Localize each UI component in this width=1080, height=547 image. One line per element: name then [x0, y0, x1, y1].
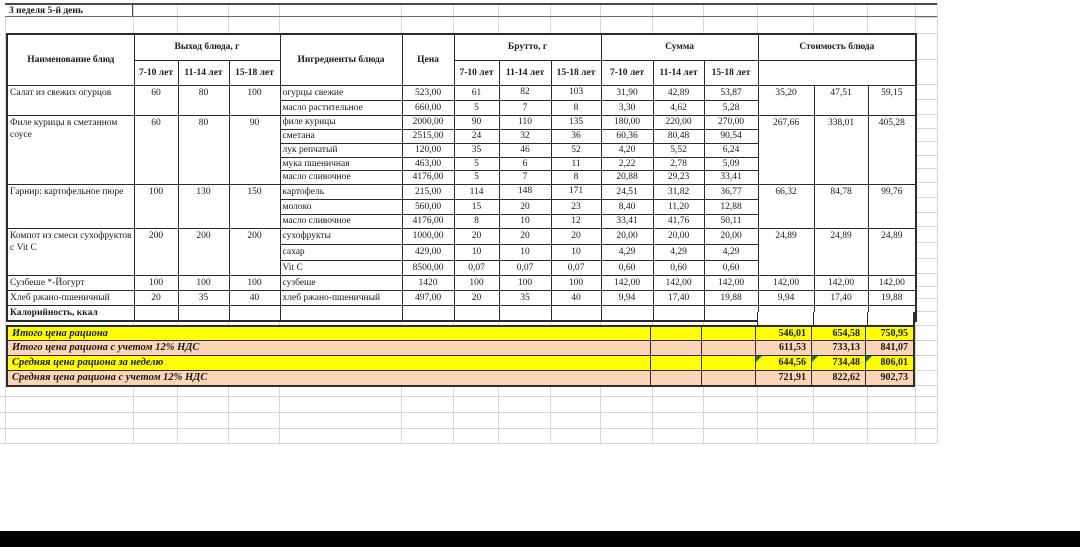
brutto-cell[interactable]: 20 [499, 199, 551, 214]
sum-cell[interactable]: 8,40 [601, 199, 653, 214]
header-age-brutto-3[interactable]: 15-18 лет [551, 60, 601, 85]
header-age-sum-3[interactable]: 15-18 лет [704, 60, 758, 85]
sum-cell[interactable]: 33,41 [601, 214, 653, 228]
output-cell[interactable]: 200 [134, 228, 178, 275]
gridline [0, 412, 937, 413]
brutto-cell[interactable]: 100 [454, 275, 499, 290]
gridline [915, 182, 937, 183]
output-cell[interactable]: 80 [178, 115, 229, 184]
table-row [7, 228, 916, 244]
summary-value-cell[interactable]: 822,62 [811, 371, 865, 385]
sum-cell[interactable]: 20,00 [653, 228, 704, 244]
brutto-cell[interactable]: 103 [551, 85, 601, 100]
cost-cell[interactable]: 142,00 [868, 275, 916, 290]
sum-cell[interactable]: 17,40 [653, 290, 704, 305]
brutto-cell[interactable]: 7 [499, 100, 551, 115]
brutto-cell[interactable]: 6 [499, 157, 551, 170]
gridline [915, 84, 937, 85]
brutto-cell[interactable]: 40 [551, 290, 601, 305]
sum-cell[interactable]: 5,28 [704, 100, 758, 115]
header-age-brutto-1[interactable]: 7-10 лет [454, 60, 499, 85]
sum-cell[interactable]: 24,51 [601, 184, 653, 199]
brutto-cell[interactable]: 82 [499, 85, 551, 100]
sum-cell[interactable]: 4,29 [704, 244, 758, 260]
sum-cell[interactable]: 3,30 [601, 100, 653, 115]
output-cell[interactable]: 90 [229, 115, 280, 184]
header-dish[interactable]: Наименование блюд [7, 34, 134, 85]
gridline [915, 168, 937, 169]
output-cell[interactable] [178, 305, 229, 321]
gridline [937, 3, 938, 443]
brutto-cell[interactable]: 148 [499, 184, 551, 199]
cost-cell[interactable]: 35,20 [758, 85, 814, 115]
sum-cell[interactable]: 5,09 [704, 157, 758, 170]
gridline [915, 99, 937, 100]
sum-cell[interactable]: 0,60 [601, 260, 653, 275]
price-cell[interactable]: 4176,00 [402, 214, 454, 228]
output-cell[interactable]: 60 [134, 85, 178, 115]
brutto-cell[interactable]: 10 [454, 244, 499, 260]
summary-value-cell[interactable]: 902,73 [865, 371, 913, 385]
cost-cell[interactable]: 47,51 [814, 85, 868, 115]
brutto-cell[interactable]: 0,07 [551, 260, 601, 275]
gridline [915, 298, 937, 299]
output-cell[interactable] [229, 305, 280, 321]
brutto-cell[interactable]: 24 [454, 129, 499, 143]
summary-value-cell[interactable]: 806,01 [865, 356, 913, 370]
brutto-cell[interactable] [499, 305, 551, 321]
sum-cell[interactable] [653, 305, 704, 321]
price-cell[interactable]: 523,00 [402, 85, 454, 100]
gap-cell[interactable] [757, 312, 813, 325]
cost-cell[interactable]: 405,28 [868, 115, 916, 184]
table-row [7, 290, 916, 305]
header-age-output-3[interactable]: 15-18 лет [229, 60, 280, 85]
gridline [915, 286, 937, 287]
sum-cell[interactable]: 4,20 [601, 143, 653, 157]
output-cell[interactable]: 100 [229, 85, 280, 115]
output-cell[interactable]: 100 [134, 184, 178, 228]
summary-value-cell[interactable]: 733,13 [811, 341, 865, 355]
price-cell[interactable]: 8500,00 [402, 260, 454, 275]
summary-value-cell[interactable]: 546,01 [755, 327, 811, 340]
ingredient-cell[interactable]: хлеб ржано-пшеничный [280, 290, 402, 305]
summary-label-cell[interactable]: Итого цена рациона [12, 328, 108, 339]
sum-cell[interactable]: 0,60 [653, 260, 704, 275]
bottom-black-bar [0, 531, 1080, 547]
sheet-title-cell[interactable]: 3 неделя 5-й день [5, 5, 133, 16]
gridline [915, 226, 937, 227]
cost-cell[interactable]: 99,76 [868, 184, 916, 228]
sum-cell[interactable]: 12,88 [704, 199, 758, 214]
gridline [915, 33, 937, 34]
cost-cell[interactable]: 66,32 [758, 184, 814, 228]
ingredient-cell[interactable]: сахар [280, 244, 402, 260]
header-age-output-1[interactable]: 7-10 лет [134, 60, 178, 85]
summary-value-cell[interactable]: 644,56 [755, 356, 811, 370]
cost-cell[interactable]: 142,00 [758, 275, 814, 290]
sum-cell[interactable]: 31,90 [601, 85, 653, 100]
summary-value-cell[interactable]: 654,58 [811, 327, 865, 340]
output-cell[interactable] [134, 305, 178, 321]
price-cell[interactable]: 497,00 [402, 290, 454, 305]
summary-block [6, 325, 915, 387]
price-cell[interactable]: 560,00 [402, 199, 454, 214]
brutto-cell[interactable]: 32 [499, 129, 551, 143]
summary-empty-cell[interactable] [701, 327, 755, 340]
brutto-cell[interactable]: 20 [551, 228, 601, 244]
sum-cell[interactable]: 80,48 [653, 129, 704, 143]
gap-connector-cells [757, 312, 915, 325]
header-age-brutto-2[interactable]: 11-14 лет [499, 60, 551, 85]
sum-cell[interactable]: 20,00 [704, 228, 758, 244]
ingredient-cell[interactable]: сметана [280, 129, 402, 143]
summary-empty-cell[interactable] [650, 356, 701, 370]
brutto-cell[interactable]: 23 [551, 199, 601, 214]
gridline [915, 340, 937, 341]
gridline [915, 128, 937, 129]
table-row [7, 275, 916, 290]
output-cell[interactable]: 100 [178, 275, 229, 290]
gridline [915, 242, 937, 243]
price-cell[interactable]: 660,00 [402, 100, 454, 115]
brutto-cell[interactable]: 20 [454, 228, 499, 244]
gridline [915, 17, 937, 18]
gridline [915, 355, 937, 356]
brutto-cell[interactable]: 8 [551, 100, 601, 115]
brutto-cell[interactable]: 20 [499, 228, 551, 244]
sum-cell[interactable] [704, 305, 758, 321]
header-cost[interactable]: Стоимость блюда [758, 34, 916, 60]
dish-name-cell[interactable]: Калорийность, ккал [7, 305, 134, 321]
summary-empty-cell[interactable] [701, 356, 755, 370]
header-age-sum-1[interactable]: 7-10 лет [601, 60, 653, 85]
output-cell[interactable]: 200 [229, 228, 280, 275]
dish-name-cell[interactable]: Хлеб ржано-пшеничный [7, 290, 134, 305]
price-cell[interactable]: 2515,00 [402, 129, 454, 143]
summary-value-cell[interactable]: 841,07 [865, 341, 913, 355]
table-row [7, 85, 916, 100]
ingredient-cell[interactable]: огурцы свежие [280, 85, 402, 100]
sum-cell[interactable]: 41,76 [653, 214, 704, 228]
error-flag-icon [812, 356, 818, 362]
sum-cell[interactable]: 0,60 [704, 260, 758, 275]
output-cell[interactable]: 200 [178, 228, 229, 275]
price-cell[interactable]: 4176,00 [402, 170, 454, 184]
brutto-cell[interactable]: 36 [551, 129, 601, 143]
output-cell[interactable]: 130 [178, 184, 229, 228]
error-flag-icon [866, 356, 872, 362]
cost-cell[interactable]: 267,66 [758, 115, 814, 184]
cost-cell[interactable]: 24,89 [814, 228, 868, 275]
brutto-cell[interactable]: 5 [454, 157, 499, 170]
summary-row [8, 356, 913, 371]
sum-cell[interactable]: 4,62 [653, 100, 704, 115]
gridline [915, 141, 937, 142]
sum-cell[interactable]: 142,00 [653, 275, 704, 290]
cost-cell[interactable]: 59,15 [868, 85, 916, 115]
sum-cell[interactable]: 4,29 [601, 244, 653, 260]
output-cell[interactable]: 20 [134, 290, 178, 305]
header-output[interactable]: Выход блюда, г [134, 34, 280, 60]
sum-cell[interactable]: 2,78 [653, 157, 704, 170]
summary-row [8, 341, 913, 356]
brutto-cell[interactable]: 15 [454, 199, 499, 214]
summary-empty-cell[interactable] [650, 371, 701, 385]
ingredient-cell[interactable]: мука пшеничная [280, 157, 402, 170]
gridline [915, 273, 937, 274]
brutto-cell[interactable]: 46 [499, 143, 551, 157]
output-cell[interactable]: 100 [229, 275, 280, 290]
menu-table [6, 33, 917, 322]
brutto-cell[interactable]: 8 [551, 170, 601, 184]
gridline [915, 258, 937, 259]
header-age-output-2[interactable]: 11-14 лет [178, 60, 229, 85]
dish-name-cell[interactable]: Салат из свежих огурцов [7, 85, 134, 115]
ingredient-cell[interactable] [280, 305, 402, 321]
summary-value-cell[interactable]: 721,91 [755, 371, 811, 385]
sum-cell[interactable]: 20,88 [601, 170, 653, 184]
brutto-cell[interactable] [454, 305, 499, 321]
sum-cell[interactable]: 31,82 [653, 184, 704, 199]
sum-cell[interactable]: 36,77 [704, 184, 758, 199]
brutto-cell[interactable]: 171 [551, 184, 601, 199]
sum-cell[interactable]: 42,89 [653, 85, 704, 100]
brutto-cell[interactable]: 12 [551, 214, 601, 228]
sum-cell[interactable]: 142,00 [601, 275, 653, 290]
brutto-cell[interactable]: 135 [551, 115, 601, 129]
gridline [915, 59, 937, 60]
brutto-cell[interactable] [551, 305, 601, 321]
brutto-cell[interactable]: 90 [454, 115, 499, 129]
sum-cell[interactable]: 20,00 [601, 228, 653, 244]
header-ingredients[interactable]: Ингредиенты блюда [280, 34, 402, 85]
cost-cell[interactable]: 84,78 [814, 184, 868, 228]
brutto-cell[interactable]: 8 [454, 214, 499, 228]
brutto-cell[interactable]: 10 [499, 244, 551, 260]
sum-cell[interactable]: 5,52 [653, 143, 704, 157]
sum-cell[interactable]: 270,00 [704, 115, 758, 129]
sum-cell[interactable]: 60,36 [601, 129, 653, 143]
price-cell[interactable] [402, 305, 454, 321]
ingredient-cell[interactable]: сухофрукты [280, 228, 402, 244]
gridline [915, 385, 937, 386]
sum-cell[interactable]: 53,87 [704, 85, 758, 100]
price-cell[interactable]: 1420 [402, 275, 454, 290]
sum-cell[interactable]: 220,00 [653, 115, 704, 129]
brutto-cell[interactable]: 61 [454, 85, 499, 100]
summary-empty-cell[interactable] [701, 371, 755, 385]
dish-name-cell[interactable]: Компот из смеси сухофруктов с Vit C [7, 228, 134, 275]
brutto-cell[interactable]: 10 [551, 244, 601, 260]
gap-cell[interactable] [867, 312, 915, 325]
summary-value-cell[interactable]: 750,95 [865, 327, 913, 340]
summary-row [8, 327, 913, 341]
brutto-cell[interactable]: 0,07 [499, 260, 551, 275]
gridline [915, 114, 937, 115]
sum-cell[interactable]: 19,88 [704, 290, 758, 305]
gridline [915, 311, 937, 312]
ingredient-cell[interactable]: картофель [280, 184, 402, 199]
summary-label-cell[interactable]: Средняя цена рациона с учетом 12% НДС [12, 372, 208, 383]
gap-cell[interactable] [813, 312, 867, 325]
gridline [0, 443, 937, 444]
summary-label-cell[interactable]: Итого цена рациона с учетом 12% НДС [12, 342, 200, 353]
sum-cell[interactable]: 29,23 [653, 170, 704, 184]
brutto-cell[interactable]: 52 [551, 143, 601, 157]
ingredient-cell[interactable]: Vit C [280, 260, 402, 275]
brutto-cell[interactable]: 11 [551, 157, 601, 170]
cost-cell[interactable]: 338,01 [814, 115, 868, 184]
summary-empty-cell[interactable] [650, 341, 701, 355]
price-cell[interactable]: 1000,00 [402, 228, 454, 244]
table-row [7, 184, 916, 199]
brutto-cell[interactable]: 5 [454, 170, 499, 184]
sum-cell[interactable]: 6,24 [704, 143, 758, 157]
price-cell[interactable]: 2000,00 [402, 115, 454, 129]
gridline [915, 212, 937, 213]
summary-label-cell[interactable]: Средняя цена рациона за неделю [12, 357, 164, 368]
price-cell[interactable]: 120,00 [402, 143, 454, 157]
output-cell[interactable]: 35 [178, 290, 229, 305]
sum-cell[interactable]: 90,54 [704, 129, 758, 143]
dish-name-cell[interactable]: Сузбеше *-Йогурт [7, 275, 134, 290]
brutto-cell[interactable]: 0,07 [454, 260, 499, 275]
brutto-cell[interactable]: 110 [499, 115, 551, 129]
cost-cell[interactable]: 24,89 [758, 228, 814, 275]
brutto-cell[interactable]: 114 [454, 184, 499, 199]
cost-cell[interactable]: 17,40 [814, 290, 868, 305]
brutto-cell[interactable]: 100 [499, 275, 551, 290]
ingredient-cell[interactable]: масло сливочное [280, 214, 402, 228]
title-row [5, 3, 937, 17]
sum-cell[interactable] [601, 305, 653, 321]
sum-cell[interactable]: 9,94 [601, 290, 653, 305]
dish-name-cell[interactable]: Филе курицы в сметанном соусе [7, 115, 134, 184]
brutto-cell[interactable]: 100 [551, 275, 601, 290]
sum-cell[interactable]: 180,00 [601, 115, 653, 129]
table-row [7, 115, 916, 129]
brutto-cell[interactable]: 20 [454, 290, 499, 305]
gridline [0, 428, 937, 429]
dish-name-cell[interactable]: Гарнир: картофельное пюре [7, 184, 134, 228]
gridline [915, 325, 937, 326]
sum-cell[interactable]: 11,20 [653, 199, 704, 214]
cost-cell[interactable]: 142,00 [814, 275, 868, 290]
price-cell[interactable]: 429,00 [402, 244, 454, 260]
sum-cell[interactable]: 2,22 [601, 157, 653, 170]
price-cell[interactable]: 215,00 [402, 184, 454, 199]
gridline [915, 155, 937, 156]
sum-cell[interactable]: 50,11 [704, 214, 758, 228]
cost-cell[interactable]: 19,88 [868, 290, 916, 305]
sum-cell[interactable]: 33,41 [704, 170, 758, 184]
ingredient-cell[interactable]: масло растительное [280, 100, 402, 115]
summary-value-cell[interactable]: 611,53 [755, 341, 811, 355]
cost-cell[interactable]: 24,89 [868, 228, 916, 275]
summary-empty-cell[interactable] [650, 327, 701, 340]
ingredient-cell[interactable]: сузбеше [280, 275, 402, 290]
gridline [915, 197, 937, 198]
header-sum[interactable]: Сумма [601, 34, 758, 60]
output-cell[interactable]: 150 [229, 184, 280, 228]
brutto-cell[interactable]: 35 [454, 143, 499, 157]
output-cell[interactable]: 100 [134, 275, 178, 290]
brutto-cell[interactable]: 7 [499, 170, 551, 184]
header-brutto[interactable]: Брутто, г [454, 34, 601, 60]
brutto-cell[interactable]: 10 [499, 214, 551, 228]
output-cell[interactable]: 80 [178, 85, 229, 115]
error-flag-icon [756, 356, 762, 362]
sum-cell[interactable]: 4,29 [653, 244, 704, 260]
header-age-sum-2[interactable]: 11-14 лет [653, 60, 704, 85]
brutto-cell[interactable]: 35 [499, 290, 551, 305]
summary-row [8, 371, 913, 385]
ingredient-cell[interactable]: масло сливочное [280, 170, 402, 184]
cost-cell[interactable]: 9,94 [758, 290, 814, 305]
ingredient-cell[interactable]: молоко [280, 199, 402, 214]
gridline [0, 396, 937, 397]
sum-cell[interactable]: 142,00 [704, 275, 758, 290]
summary-empty-cell[interactable] [701, 341, 755, 355]
gridline [915, 370, 937, 371]
header-price[interactable]: Цена [402, 34, 454, 85]
output-cell[interactable]: 40 [229, 290, 280, 305]
ingredient-cell[interactable]: филе курицы [280, 115, 402, 129]
brutto-cell[interactable]: 5 [454, 100, 499, 115]
ingredient-cell[interactable]: лук репчатый [280, 143, 402, 157]
summary-value-cell[interactable]: 734,48 [811, 356, 865, 370]
price-cell[interactable]: 463,00 [402, 157, 454, 170]
output-cell[interactable]: 60 [134, 115, 178, 184]
